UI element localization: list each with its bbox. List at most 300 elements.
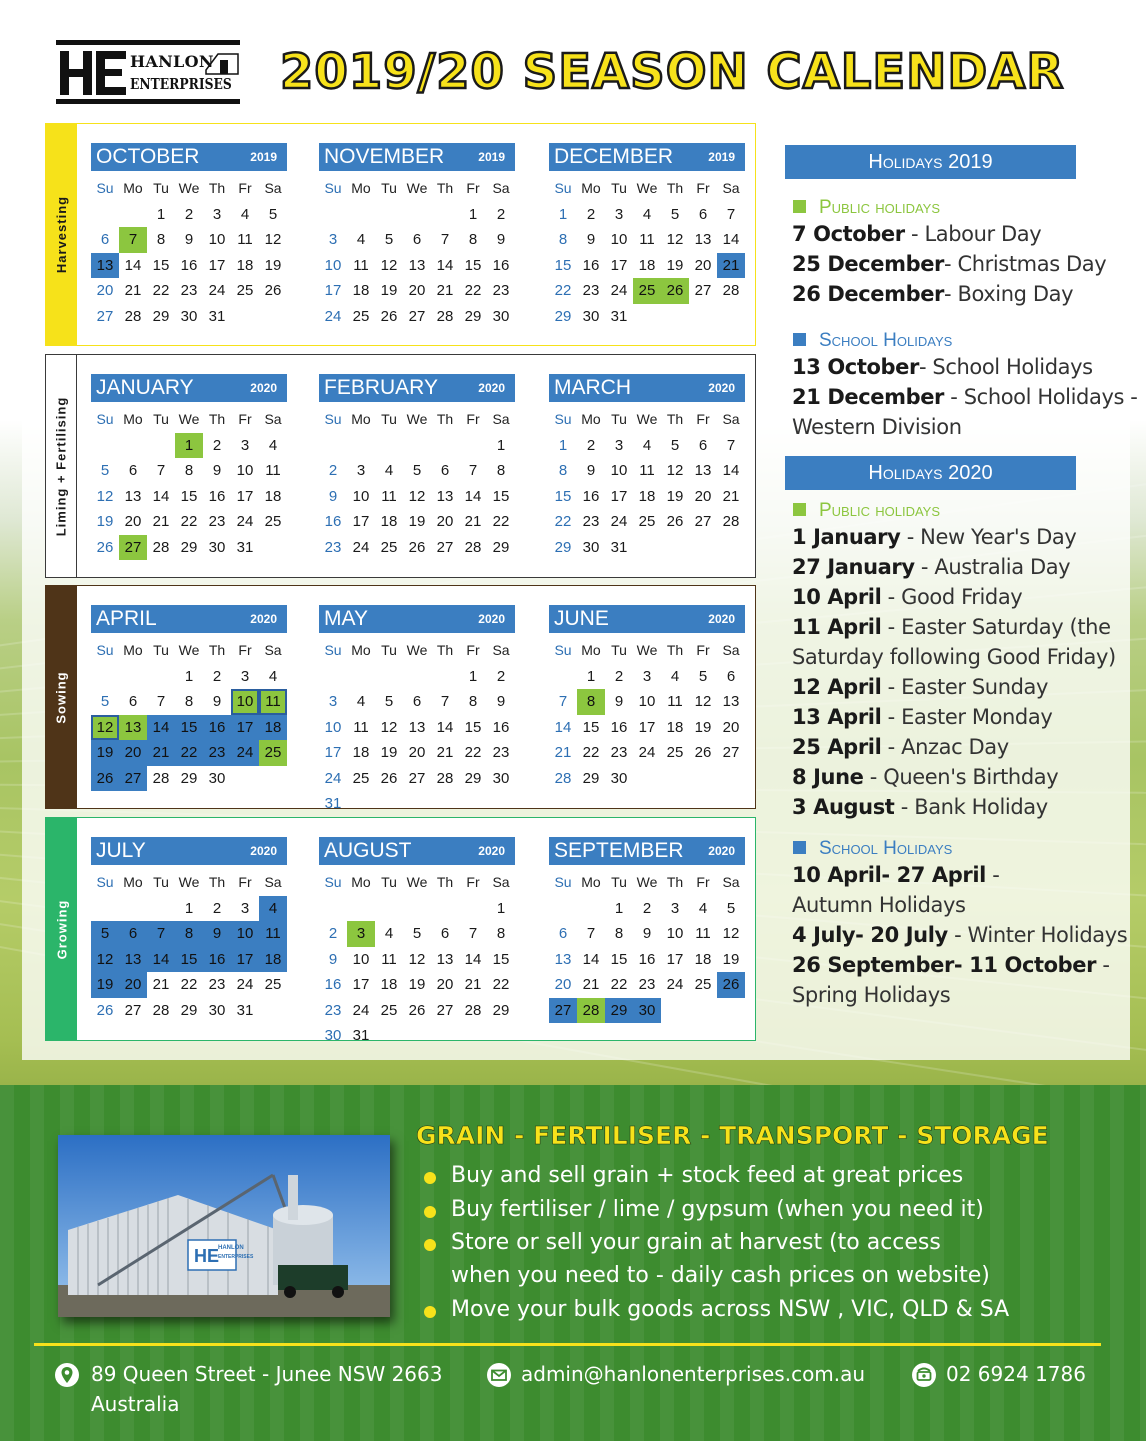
day-cell: 9: [212, 462, 222, 479]
empty-day: [431, 433, 459, 459]
empty-day: [347, 202, 375, 228]
day-cell: 27: [694, 282, 712, 299]
day-cell: 18: [666, 718, 684, 736]
day-cell: 19: [91, 740, 119, 766]
weekday-label: Sa: [722, 411, 740, 427]
day-cell: 5: [670, 436, 680, 454]
day-cell: 22: [464, 744, 482, 761]
holiday-date: 10 April- 27 April: [792, 863, 986, 887]
grass-stripe: [1050, 1085, 1064, 1441]
weekday-label: Sa: [492, 874, 510, 890]
day-cell: 21: [717, 253, 745, 279]
day-cell: 9: [212, 693, 222, 710]
day-cell: 21: [124, 282, 142, 299]
holiday-description: School Holidays: [932, 355, 1093, 379]
day-cell: 4: [268, 436, 278, 454]
day-cell: 6: [128, 462, 138, 479]
holiday-separator: -: [1096, 953, 1110, 977]
day-cell: 29: [180, 1001, 198, 1019]
holiday-separator: -: [918, 355, 933, 379]
day-cell: 2: [586, 436, 596, 454]
holiday-description: Christmas Day: [957, 252, 1107, 276]
holiday-separator: -: [944, 282, 958, 306]
day-cell: 9: [328, 487, 338, 505]
weekday-label: Su: [324, 642, 342, 658]
day-cell: 28: [152, 1001, 170, 1019]
address-line2: Australia: [91, 1392, 180, 1416]
day-cell: 18: [352, 282, 370, 299]
day-cell: 8: [577, 689, 605, 715]
day-cell: 1: [558, 436, 568, 454]
empty-day: [549, 664, 577, 690]
day-cell: 29: [554, 307, 572, 325]
holiday-description: Australia Day: [934, 555, 1071, 579]
weekday-label: We: [636, 180, 658, 196]
day-cell: 7: [468, 925, 478, 942]
month-grid: [91, 870, 287, 1023]
day-cell: 11: [259, 921, 287, 947]
empty-day: [375, 202, 403, 228]
day-cell: 1: [184, 667, 194, 685]
phone-number[interactable]: 02 6924 1786: [946, 1362, 1086, 1386]
day-cell: 30: [610, 769, 628, 787]
holiday-separator: -: [881, 675, 902, 699]
weekday-label: Su: [324, 874, 342, 890]
grass-stripe: [30, 1085, 44, 1441]
day-cell: 7: [147, 921, 175, 947]
weekday-label: Mo: [581, 642, 601, 658]
day-cell: 15: [464, 718, 482, 736]
day-cell: 7: [726, 436, 736, 454]
day-cell: 16: [203, 715, 231, 741]
day-cell: 5: [384, 693, 394, 710]
day-cell: 3: [642, 667, 652, 685]
day-cell: 9: [586, 231, 596, 248]
day-cell: 20: [96, 282, 114, 299]
day-cell: 1: [614, 899, 624, 917]
bullet-text: Store or sell your grain at harvest (to access: [451, 1230, 941, 1255]
day-cell: 18: [259, 715, 287, 741]
day-cell: 8: [184, 462, 194, 479]
day-cell: 7: [726, 205, 736, 223]
day-cell: 28: [554, 769, 572, 787]
day-cell: 26: [380, 769, 398, 787]
day-cell: 14: [147, 715, 175, 741]
day-cell: 22: [464, 282, 482, 299]
weekday-label: Tu: [611, 411, 627, 427]
day-cell: 14: [464, 487, 482, 505]
day-cell: 26: [408, 538, 426, 556]
holiday-separator: -: [985, 863, 1000, 887]
day-cell: 31: [324, 795, 342, 812]
day-cell: 5: [384, 231, 394, 248]
weekday-label: Fr: [696, 874, 710, 890]
weekday-label: Sa: [492, 180, 510, 196]
holiday-entry: [792, 983, 950, 1007]
day-cell: 25: [638, 513, 656, 530]
holiday-separator: -: [881, 735, 902, 759]
weekday-label: Su: [96, 642, 114, 658]
day-cell: 23: [582, 282, 600, 299]
season-side-label: [46, 124, 77, 345]
day-cell: 8: [558, 231, 568, 248]
day-cell: 10: [610, 462, 628, 479]
weekday-label: Tu: [381, 411, 397, 427]
weekday-label: Fr: [466, 411, 480, 427]
day-cell: 22: [180, 513, 198, 530]
month-header: [319, 374, 515, 402]
weekday-label: We: [406, 642, 428, 658]
day-cell: 25: [264, 513, 282, 530]
day-cell: 29: [492, 1001, 510, 1019]
day-cell: 28: [436, 769, 454, 787]
month-year: 2020: [250, 844, 277, 858]
day-cell: 27: [549, 998, 577, 1024]
weekday-label: Th: [436, 642, 454, 658]
day-cell: 10: [610, 231, 628, 248]
weekday-label: We: [178, 642, 200, 658]
day-cell: 3: [614, 436, 624, 454]
day-cell: 30: [582, 307, 600, 325]
day-cell: 6: [698, 205, 708, 223]
day-cell: 8: [558, 462, 568, 479]
empty-day: [403, 433, 431, 459]
logo-line2: ENTERPRISES: [130, 75, 232, 93]
month-year: 2020: [708, 844, 735, 858]
day-cell: 18: [694, 950, 712, 968]
weekday-label: Mo: [351, 874, 371, 890]
weekday-label: Fr: [696, 180, 710, 196]
month-name: JANUARY: [96, 376, 194, 399]
day-cell: 17: [324, 744, 342, 761]
day-cell: 30: [208, 1001, 226, 1019]
logo-line1: HANLON: [130, 52, 214, 71]
day-cell: 14: [722, 231, 740, 248]
day-cell: 5: [412, 462, 422, 479]
season-label: Harvesting: [54, 195, 70, 274]
weekday-label: Su: [554, 180, 572, 196]
day-cell: 8: [496, 925, 506, 942]
day-cell: 3: [212, 205, 222, 223]
day-cell: 28: [464, 1001, 482, 1019]
day-cell: 15: [464, 256, 482, 274]
day-cell: 8: [614, 925, 624, 942]
season-label: Growing: [54, 899, 69, 959]
weekday-label: Fr: [238, 411, 252, 427]
empty-day: [347, 896, 375, 922]
day-cell: 12: [666, 231, 684, 248]
empty-day: [347, 664, 375, 690]
day-cell: 5: [91, 921, 119, 947]
month-header: [91, 837, 287, 865]
day-cell: 8: [468, 231, 478, 248]
month-june: [549, 605, 745, 791]
day-cell: 20: [694, 487, 712, 505]
day-cell: 17: [638, 718, 656, 736]
holiday-date: 7 October: [792, 222, 905, 246]
day-cell: 20: [436, 513, 454, 530]
day-cell: 28: [152, 769, 170, 787]
month-august: [319, 837, 515, 1049]
weekday-label: We: [406, 874, 428, 890]
holiday-entry: [792, 222, 1041, 246]
empty-day: [431, 896, 459, 922]
photo-sign-line2: ENTERPRISES: [218, 1254, 254, 1260]
day-cell: 18: [236, 256, 254, 274]
weekday-label: Su: [554, 642, 572, 658]
day-cell: 20: [408, 744, 426, 761]
day-cell: 22: [554, 282, 572, 299]
holiday-separator: -: [944, 252, 958, 276]
weekday-label: Tu: [153, 642, 169, 658]
day-cell: 12: [91, 715, 119, 741]
day-cell: 24: [236, 513, 254, 530]
month-january: [91, 374, 287, 560]
day-cell: 3: [328, 693, 338, 710]
day-cell: 28: [722, 282, 740, 299]
month-header: [549, 143, 745, 171]
day-cell: 12: [408, 487, 426, 505]
holiday-date: 25 April: [792, 735, 882, 759]
day-cell: 28: [722, 513, 740, 530]
day-cell: 26: [694, 744, 712, 761]
day-cell: 7: [468, 462, 478, 479]
day-cell: 31: [352, 1027, 370, 1044]
day-cell: 19: [408, 976, 426, 993]
holiday-date: 26 December: [792, 282, 945, 306]
day-cell: 17: [610, 256, 628, 274]
holiday-separator: -: [900, 525, 921, 549]
day-cell: 19: [666, 256, 684, 274]
day-cell: 31: [610, 307, 628, 325]
day-cell: 3: [356, 462, 366, 479]
day-cell: 20: [436, 976, 454, 993]
day-cell: 3: [670, 899, 680, 917]
day-cell: 20: [722, 718, 740, 736]
weekday-label: We: [178, 180, 200, 196]
day-cell: 6: [558, 925, 568, 942]
month-name: NOVEMBER: [324, 145, 445, 168]
day-cell: 27: [694, 513, 712, 530]
month-grid: [319, 407, 515, 560]
weekday-label: Th: [436, 411, 454, 427]
day-cell: 5: [698, 667, 708, 685]
empty-day: [431, 664, 459, 690]
services-tagline: GRAIN - FERTILISER - TRANSPORT - STORAGE: [416, 1121, 1049, 1150]
holiday-description: Bank Holiday: [914, 795, 1048, 819]
day-cell: 22: [610, 976, 628, 993]
day-cell: 8: [468, 693, 478, 710]
day-cell: 23: [582, 513, 600, 530]
day-cell: 3: [240, 436, 250, 454]
month-year: 2020: [478, 844, 505, 858]
day-cell: 19: [96, 513, 114, 530]
day-cell: 4: [356, 693, 366, 710]
day-cell: 22: [582, 744, 600, 761]
day-cell: 21: [722, 487, 740, 505]
empty-day: [375, 664, 403, 690]
day-cell: 14: [436, 256, 454, 274]
day-cell: 31: [236, 1001, 254, 1019]
holiday-entry: [792, 645, 1116, 669]
month-name: JUNE: [554, 607, 609, 630]
day-cell: 16: [208, 487, 226, 505]
weekday-label: Sa: [264, 874, 282, 890]
empty-day: [91, 664, 119, 690]
day-cell: 25: [380, 1001, 398, 1019]
day-cell: 29: [180, 538, 198, 556]
weekday-label: Su: [324, 180, 342, 196]
day-cell: 31: [236, 538, 254, 556]
day-cell: 3: [240, 667, 250, 685]
weekday-label: Mo: [581, 411, 601, 427]
empty-day: [347, 433, 375, 459]
holiday-date: 3 August: [792, 795, 895, 819]
day-cell: 18: [264, 487, 282, 505]
holiday-entry: [792, 555, 1070, 579]
day-cell: 19: [666, 487, 684, 505]
day-cell: 22: [554, 513, 572, 530]
day-cell: 25: [352, 769, 370, 787]
month-grid: [319, 176, 515, 329]
weekday-label: We: [406, 180, 428, 196]
day-cell: 17: [208, 256, 226, 274]
holiday-entry: [792, 923, 1127, 947]
day-cell: 5: [726, 899, 736, 917]
day-cell: 10: [324, 718, 342, 736]
day-cell: 16: [324, 513, 342, 530]
day-cell: 30: [324, 1027, 342, 1044]
day-cell: 12: [722, 925, 740, 942]
empty-day: [91, 433, 119, 459]
empty-day: [91, 896, 119, 922]
holiday-description: Easter Monday: [901, 705, 1053, 729]
day-cell: 13: [408, 256, 426, 274]
empty-day: [403, 202, 431, 228]
day-cell: 12: [96, 487, 114, 505]
day-cell: 2: [328, 462, 338, 479]
day-cell: 25: [666, 744, 684, 761]
day-cell: 7: [440, 693, 450, 710]
day-cell: 4: [642, 436, 652, 454]
day-cell: 29: [582, 769, 600, 787]
day-cell: 26: [666, 513, 684, 530]
holiday-date: 13 April: [792, 705, 882, 729]
day-cell: 7: [586, 925, 596, 942]
holiday-entry: [792, 282, 1073, 306]
day-cell: 13: [436, 950, 454, 968]
month-name: DECEMBER: [554, 145, 674, 168]
weekday-label: Sa: [722, 874, 740, 890]
month-october: [91, 143, 287, 329]
month-november: [319, 143, 515, 329]
weekday-label: Mo: [351, 411, 371, 427]
month-name: FEBRUARY: [324, 376, 438, 399]
email-link[interactable]: admin@hanlonenterprises.com.au: [521, 1362, 866, 1386]
month-may: [319, 605, 515, 817]
day-cell: 17: [352, 513, 370, 530]
grass-stripe: [1080, 1085, 1094, 1441]
day-cell: 30: [208, 769, 226, 787]
square-bullet-icon: [793, 503, 806, 516]
day-cell: 25: [694, 976, 712, 993]
day-cell: 11: [265, 462, 281, 479]
weekday-label: Fr: [238, 874, 252, 890]
holiday-date: 11 April: [792, 615, 882, 639]
day-cell: 16: [582, 487, 600, 505]
day-cell: 20: [124, 513, 142, 530]
day-cell: 10: [231, 689, 259, 715]
empty-day: [119, 433, 147, 459]
day-cell: 2: [642, 899, 652, 917]
weekday-label: Mo: [123, 642, 143, 658]
day-cell: 29: [554, 538, 572, 556]
holiday-separator: -: [944, 385, 964, 409]
month-grid: [549, 407, 745, 560]
grass-stripe: [1110, 1085, 1124, 1441]
day-cell: 17: [236, 487, 254, 505]
weekday-label: Su: [96, 874, 114, 890]
holiday-description: Western Division: [792, 415, 962, 439]
day-cell: 19: [408, 513, 426, 530]
holiday-separator: -: [904, 222, 925, 246]
subheading-label: School Holidays: [819, 330, 953, 351]
day-cell: 7: [558, 693, 568, 710]
holiday-description: Autumn Holidays: [792, 893, 966, 917]
holiday-date: 4 July- 20 July: [792, 923, 948, 947]
day-cell: 6: [128, 693, 138, 710]
day-cell: 27: [119, 535, 147, 561]
empty-day: [375, 433, 403, 459]
empty-day: [147, 433, 175, 459]
day-cell: 2: [614, 667, 624, 685]
holidays-2020-heading: Holidays 2020: [785, 456, 1076, 490]
day-cell: 27: [408, 307, 426, 325]
day-cell: 21: [436, 744, 454, 761]
day-cell: 21: [582, 976, 600, 993]
day-cell: 1: [586, 667, 596, 685]
month-header: [319, 143, 515, 171]
empty-day: [319, 664, 347, 690]
empty-day: [147, 896, 175, 922]
month-year: 2020: [250, 612, 277, 626]
day-cell: 9: [642, 925, 652, 942]
month-april: [91, 605, 287, 791]
weekday-label: Fr: [466, 180, 480, 196]
day-cell: 15: [492, 950, 510, 968]
season-side-label: [46, 355, 77, 577]
day-cell: 22: [492, 976, 510, 993]
grass-stripe: [0, 1085, 14, 1441]
day-cell: 27: [119, 766, 147, 792]
weekday-label: Sa: [492, 411, 510, 427]
weekday-label: Th: [666, 180, 684, 196]
photo-sign-line1: HANLON: [218, 1245, 244, 1251]
page-title: 2019/20 SEASON CALENDAR: [280, 44, 1065, 100]
weekday-label: Th: [666, 411, 684, 427]
square-bullet-icon: [793, 841, 806, 854]
day-cell: 13: [694, 231, 712, 248]
empty-day: [119, 664, 147, 690]
day-cell: 30: [180, 307, 198, 325]
day-cell: 17: [231, 715, 259, 741]
weekday-label: Sa: [264, 411, 282, 427]
day-cell: 8: [496, 462, 506, 479]
holiday-separator: -: [881, 585, 902, 609]
day-cell: 11: [639, 462, 655, 479]
day-cell: 18: [638, 256, 656, 274]
day-cell: 10: [231, 921, 259, 947]
